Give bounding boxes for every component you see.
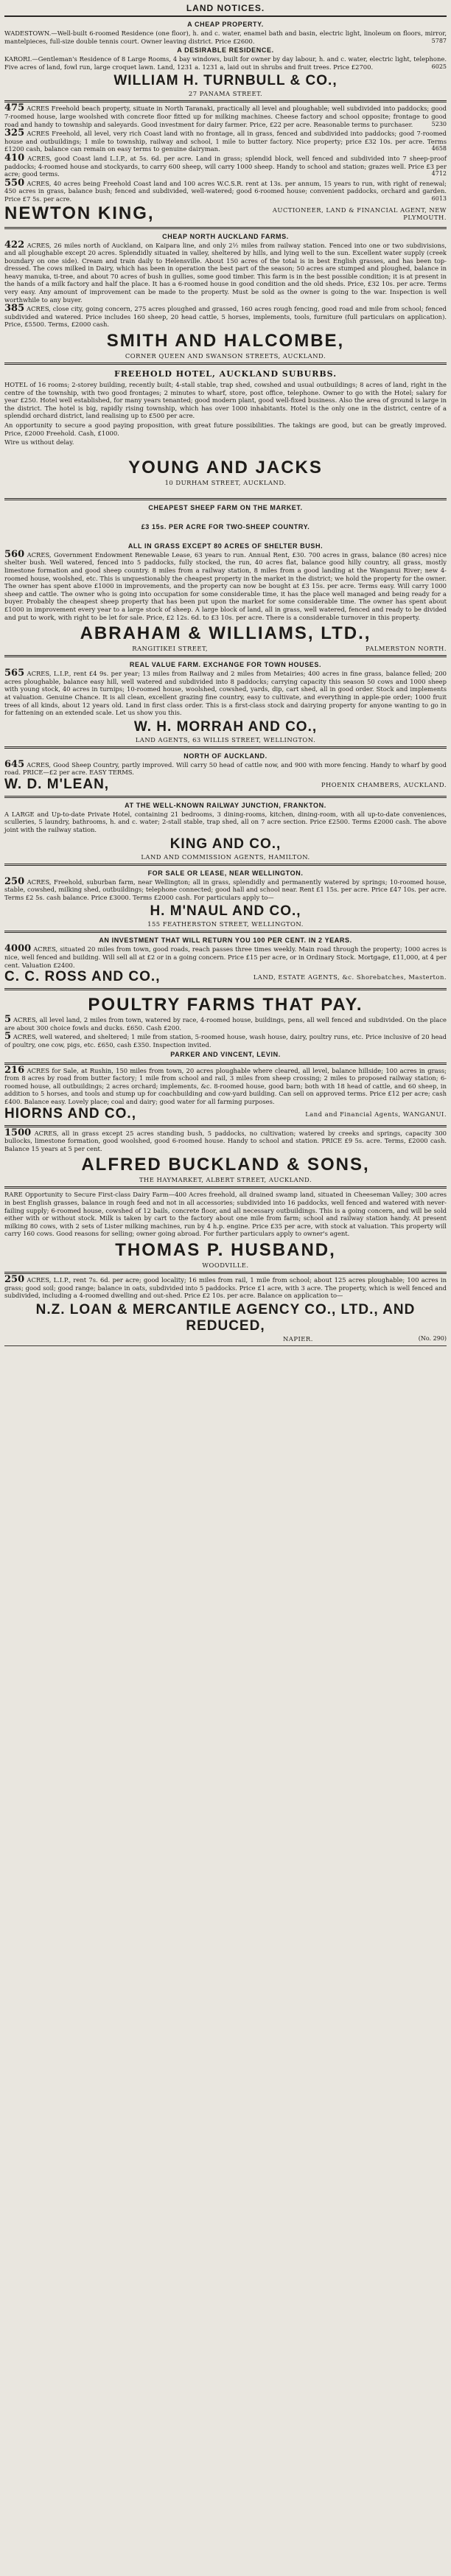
agency-address: CORNER QUEEN AND SWANSON STREETS, AUCKLAND.	[125, 352, 326, 360]
ad-heading: FOR SALE OR LEASE, NEAR WELLINGTON.	[147, 869, 304, 877]
listing: 385 ACRES, close city, going concern, 275 acres ploughed and grassed, 160 acres rough fencing, good road and mile from school; fenced subdivided and watered. Price includes 160 sheep, 20 head cattle, 5 horses, implements, tools, furniture (full particulars on application). Price, £5500. Terms, £2000 cash.	[4, 303, 447, 329]
listing: 550 ACRES, 40 acres being Freehold Coast land and 100 acres W.C.S.R. rent at 13s. per annum, 15 years to run, with right of renewal; 450 acres in grass, balance bush; fenced and subdivided, well-watered; good 6-roomed house; convenient paddocks, orchard and garden. Price £7 5s. per acre. 6013	[4, 177, 447, 203]
agency-name: PARKER AND VINCENT, LEVIN.	[170, 1050, 281, 1058]
ad-text: Wire us without delay.	[4, 438, 74, 447]
agency-name: W. D. M'LEAN,	[4, 776, 110, 792]
listing: 4000 ACRES, situated 20 miles from town, good roads, reach passes three times weekly. Main road through the property; 1000 acres is nice, well fenced and building. Will sell all at £2 or in a going concern. Price £15 per acre, or in Ordinary Stock. Mortgage, £11,000, at 4 per cent. Valuation £2400.	[4, 943, 447, 969]
agency-name: THOMAS P. HUSBAND,	[115, 1239, 336, 1260]
agency-name: WILLIAM H. TURNBULL & CO.,	[113, 73, 338, 89]
agency-address: LAND AGENTS, 63 WILLIS STREET, WELLINGTON.	[135, 735, 316, 743]
ad-king	[4, 798, 447, 866]
ad-text: An opportunity to secure a good paying proposition, with great future possibilities. The takings are good, but can be greatly improved. Price, £2000 Freehold. Cash, £1000.	[4, 421, 447, 437]
ad-young-jacks	[4, 365, 447, 500]
agency-name: KING AND CO.,	[169, 836, 282, 852]
agency-address: AUCTIONEER, LAND & FINANCIAL AGENT, NEW PLYMOUTH.	[272, 206, 447, 221]
listing: 645 ACRES, Good Sheep Country, partly improved. Will carry 50 head of cattle now, and 900 with more fencing. Handy to wharf by good road. PRICE—£2 per acre. EASY TERMS.	[4, 758, 447, 777]
footer-ref: (No. 290)	[418, 1335, 447, 1343]
agency-name: HIORNS AND CO.,	[4, 1105, 136, 1121]
agency-line	[4, 777, 447, 793]
ad-smith-halcombe	[4, 229, 447, 365]
ad-text: A LARGE and Up-to-date Private Hotel, containing 21 bedrooms, 3 dining-rooms, kitchen, dining-room, with all up-to-date conveniences, sculleries, 5 laundry, bathrooms, h. and c. water; 2-stall stable, trap shed, all on 7 acre section. Price £2500. Terms £2000 cash. The above joint with the railway station.	[4, 810, 447, 834]
listing: 475 ACRES Freehold beach property, situate in North Taranaki, practically all level and ploughable; well subdivided into paddocks; good 7-roomed house, large woolshed with concrete floor fitted up for milking machines. Cheese factory and school opposite; frontage to good road and handy to township and saleyards. Good investment for dairy farmer. Price, £22 per acre. Reasonable terms to purchaser. 5230	[4, 102, 447, 128]
ad-parker-vincent	[4, 990, 447, 1064]
ad-mclean	[4, 749, 447, 798]
ad-heading: AT THE WELL-KNOWN RAILWAY JUNCTION, FRANKTON.	[125, 801, 326, 809]
agency-address: PHOENIX CHAMBERS, AUCKLAND.	[321, 780, 447, 788]
ad-heading: POULTRY FARMS THAT PAY.	[88, 995, 363, 1015]
listing: 250 ACRES, L.I.P., rent 7s. 6d. per acre; good locality; 16 miles from rail, 1 mile from school; about 125 acres ploughable; 100 acres in grass; good soil; good range; balance in oats, subdivided into 5 paddocks. Price £1 acre, with 3 acre. The property, which is well fenced and subdivided, including a 4-roomed dwelling and out-shed. Price £2 10s. per acre. Balance on application to—	[4, 1273, 447, 1300]
ad-hiorns	[4, 1065, 447, 1127]
agency-name: NEWTON KING,	[4, 203, 155, 223]
ad-newton-king	[4, 102, 447, 228]
ad-subheading: £3 15s. PER ACRE FOR TWO-SHEEP COUNTRY.	[141, 522, 310, 531]
ad-turnbull	[4, 17, 447, 102]
ad-heading: NORTH OF AUCKLAND.	[183, 752, 268, 760]
section-header: LAND NOTICES.	[4, 1, 447, 17]
agency-name: H. M'NAUL AND CO.,	[150, 903, 301, 920]
agency-address: Land and Financial Agents, WANGANUI.	[305, 1110, 447, 1118]
agency-address: WOODVILLE.	[202, 1261, 249, 1269]
agency-line	[4, 1335, 447, 1343]
ad-ross	[4, 933, 447, 990]
listing: 410 ACRES, good Coast land L.I.P., at 5s. 6d. per acre. Land in grass; splendid block, well fenced and subdivided into 7 sheep-proof paddocks; 4-roomed house and stockyards, to carry 600 sheep, will carry 1000 sheep. Handy to school and station; grazes well. Price £3 per acre; good terms. 4712	[4, 152, 447, 178]
ad-ref: 6025	[431, 63, 447, 70]
agency-address: LAND, ESTATE AGENTS, &c. Shorebatches, Masterton.	[253, 973, 447, 981]
listing: 560 ACRES, Government Endowment Renewable Lease, 63 years to run. Annual Rent, £30. 700 acres in grass, balance (80 acres) nice shelter bush. Well watered, fenced into 5 paddocks, fully stocked, the run, 40 acres flat, balance good hilly country, all grass, mostly limestone formation and good sheep country. 8 miles from a railway station, 8 miles from a good landing at the Wanganui River; new 4-roomed house, woolshed, etc. This is unquestionably the cheapest property in the market in the district; we hold the property for the owner. The owner has spent above £1000 in improvements, and the property can now be bought at £3 15s. per acre. Terms easy. Will carry 1000 sheep and cattle. The owner who is going into occupation for some considerable time, it has the place well managed and being ready for a buyer. Probably the cheapest sheep property that has been put upon the market for some considerable time. The owner has spent about £1000 in improvement every year to a large stock of sheep. A large block of land, all in grass, well watered, fenced and ready to be divided and put to work, with right to be let for sale. Price, £2 12s. 6d. to £3 10s. per acre. There is a considerable turnover in this property.	[4, 548, 447, 621]
listing: 216 ACRES for Sale, at Rushin, 150 miles from town, 20 acres ploughable where cleared, all level, balance hillside; 100 acres in grass; from 8 acres by road from butter factory; 1 mile from school and rail, 3 miles from sheep crossing; 2 miles to proposed railway station; 6-roomed house, all outbuildings; 2 acres orchard; implements, &c. 8-roomed house, good barn; both with 18 head of cattle, and 60 sheep, in addition to 5 horses, and tools and stump up for coachbuilding and cow-yard building. Can sell on approved terms. Price £12 per acre; cash £400. Balance easy. Lovely place; coal and dairy; good water for all farming purposes.	[4, 1064, 447, 1105]
ad-heading: AN INVESTMENT THAT WILL RETURN YOU 100 PER CENT. IN 2 YEARS.	[99, 937, 352, 945]
ad-nz-loan	[4, 1274, 447, 1346]
ad-text: KARORI.—Gentleman's Residence of 8 Large Rooms, 4 bay windows, built for owner by day labour, h. and c. water, electric light, telephone. Five acres of land, fowl run, large croquet lawn. Land, 1231 a. 1231 a, laid out in shrubs and fruit trees. Price £2700. 6025	[4, 55, 447, 71]
agency-name: ABRAHAM & WILLIAMS, LTD.,	[80, 623, 371, 644]
listing: 250 ACRES, Freehold, suburban farm, near Wellington; all in grass, splendidly and permanently watered by springs; 10-roomed house, stable, cowshed, milking shed, outbuildings; telephone connected; good hall and school near. Rent £1 15s. per acre. Price £47 10s. per acre. Terms £2 5s. cash balance. Price £3000. Terms £2000 cash. For particulars apply to—	[4, 875, 447, 901]
ad-heading: A DESIRABLE RESIDENCE.	[177, 46, 274, 55]
ad-heading: FREEHOLD HOTEL, AUCKLAND SUBURBS.	[113, 369, 338, 379]
listing: 565 ACRES, L.I.P., rent £4 9s. per year; 13 miles from Railway and 2 miles from Metairies; 400 acres in fine grass, balance felled; 200 acres ploughable, balance easy hill, well watered and subdivided into 8 paddocks; carrying capacity this season 50 cows and 1000 sheep with young stock, 40 acres in turnips; 10-roomed house, woolshed, cowshed, yards, dip, cart shed, all in good order. Stock and implements at valuation. Genuine Chance. It is all clean, excellent grazing fine country, easy to cultivate, and everything in apple-pie order; 1000 fruit trees of all kinds, about 12 years old. Land in first class order. This is a first-class stock and dairying property for anyone wanting to go in for fattening on an extended scale. Let us show you this.	[4, 668, 447, 717]
listing: 422 ACRES, 26 miles north of Auckland, on Kaipara line, and only 2½ miles from railway station. Fenced into one or two subdivisions, and all ploughable except 20 acres. Splendidly situated in valley, sheltered by hills, and lying well to the sun. Excellent water supply (creek boundary on one side). Cream and train daily to Helensville. About 150 acres of the total is in best English grasses, and has been top-dressed. The cows milked in Dairy, which has been in operation the best part of the season; 50 acres are stumped and ploughed, balance in heavy manuka, ti-tree, and about 70 acres of bush in gullies, some good timber. This farm is in the best possible condition; it is at present in the hands of a milk factory and half the place. It has a 6-roomed house in good condition and the old sheds. Price, £32 10s. per acre. Terms very easy. Any amount of improvement can be made to the property. Must be sold as the owner is going to the war. Inspection is well worthwhile to any buyer.	[4, 239, 447, 304]
listing: 325 ACRES Freehold, all level, very rich Coast land with no frontage, all in grass, fenced and subdivided into paddocks; good 7-roomed house and outbuildings; 1 mile to township, railway and school, 1 mile to butter factory. Nice property; price £32 10s. per acre. Terms £1200 cash, balance can remain on easy terms to genuine dairyman. 4658	[4, 127, 447, 153]
ad-abraham-williams	[4, 500, 447, 657]
agency-line	[4, 1106, 447, 1122]
ad-morrah	[4, 657, 447, 749]
agency-address: NAPIER.	[282, 1334, 313, 1343]
ad-buckland	[4, 1127, 447, 1189]
ad-heading: A CHEAP PROPERTY.	[187, 21, 264, 28]
agency-address: RANGITIKEI STREET, PALMERSTON NORTH.	[132, 645, 447, 653]
agency-address: 27 PANAMA STREET.	[188, 90, 263, 98]
ad-husband	[4, 1189, 447, 1274]
agency-address: LAND AND COMMISSION AGENTS, HAMILTON.	[141, 853, 310, 861]
agency-address: 155 FEATHERSTON STREET, WELLINGTON.	[147, 920, 304, 928]
agency-line	[4, 203, 447, 224]
agency-address: 10 DURHAM STREET, AUCKLAND.	[164, 478, 287, 486]
listing: 1500 ACRES, all in grass except 25 acres standing bush, 5 paddocks, no cultivation; watered by creeks and springs, capacity 300 bullocks, limestone formation, good woolshed, good 6-roomed house. Handy to school and station. PRICE £9 5s. acre. Terms, £2000 cash. Balance 15 years at 5 per cent.	[4, 1127, 447, 1152]
agency-line	[4, 969, 447, 985]
ad-ref: 5787	[431, 37, 447, 44]
listing: 5 ACRES, well watered, and sheltered; 1 mile from station, 5-roomed house, wash house, dairy, poultry runs, etc. Price inclusive of 20 head of poultry, one cow, pigs, etc. £650, cash £350. Inspection invited.	[4, 1031, 447, 1049]
ad-subheading: ALL IN GRASS EXCEPT 80 ACRES OF SHELTER BUSH.	[127, 542, 324, 550]
ad-heading: REAL VALUE FARM. EXCHANGE FOR TOWN HOUSES.	[129, 661, 322, 669]
ad-mcnaul	[4, 866, 447, 934]
ad-text: HOTEL of 16 rooms; 2-storey building, recently built; 4-stall stable, trap shed, cowshed and usual outbuildings; 8 acres of land, right in the centre of the township, with two good frontages; 2 minutes to wharf, store, post office, telephone. Owner to go with the Hotel; salary for year £250. Hotel well established, for many years tenanted; good modern plant, good well-fixed business. Also the area of ground is large in the district. The hotel is big, rapidly rising township, which has over 1000 inhabitants. Hotel is the only one in the district, centre of a splendid orchard district, land realising up to £500 per acre.	[4, 381, 447, 420]
ad-heading: CHEAPEST SHEEP FARM ON THE MARKET.	[148, 503, 303, 511]
agency-name: YOUNG AND JACKS	[128, 457, 323, 477]
ad-text: RARE Opportunity to Secure First-class Dairy Farm—400 Acres freehold, all drained swamp land, situated in Cheeseman Valley; 300 acres in best English grasses, balance in rough feed and not in all accessories; subdivided into 16 paddocks, well fenced and watered with never-failing supply; 6-roomed house, cowshed of 12 bails, concrete floor, and all necessary outbuildings. This is a going concern, and will be sold either with or without stock. Milk is taken by cart to the factory about one mile from farm; school and railway station handy. At present milking 80 cows, with 2 sets of Lister milking machines, run by 4 h.p. engine. Price £35 per acre, with stock at valuation. This property will carry 160 cows. Good reasons for selling; owner going abroad. For further particulars apply to owner's agent.	[4, 1191, 447, 1238]
ad-heading: CHEAP NORTH AUCKLAND FARMS.	[162, 232, 289, 240]
agency-name: W. H. MORRAH AND CO.,	[133, 718, 318, 735]
agency-address: THE HAYMARKET, ALBERT STREET, AUCKLAND.	[139, 1176, 312, 1184]
agency-name: SMITH AND HALCOMBE,	[106, 331, 345, 351]
agency-name: N.Z. LOAN & MERCANTILE AGENCY CO., LTD., AND REDUCED,	[35, 1301, 416, 1334]
agency-name: C. C. ROSS AND CO.,	[4, 969, 161, 985]
listing: 5 ACRES, all level land, 2 miles from town, watered by race, 4-roomed house, buildings, pens, all well fenced and subdivided. On the place are about 300 choice fowls and ducks. £650. Cash £200.	[4, 1014, 447, 1032]
ad-text: WADESTOWN.—Well-built 6-roomed Residence (one floor), h. and c. water, enamel bath and basin, electric light, linoleum on floors, mirror, mantelpieces, full-size double tennis court. Owner leaving district. Price £2600. 5787	[4, 29, 447, 45]
agency-name: ALFRED BUCKLAND & SONS,	[81, 1155, 370, 1175]
